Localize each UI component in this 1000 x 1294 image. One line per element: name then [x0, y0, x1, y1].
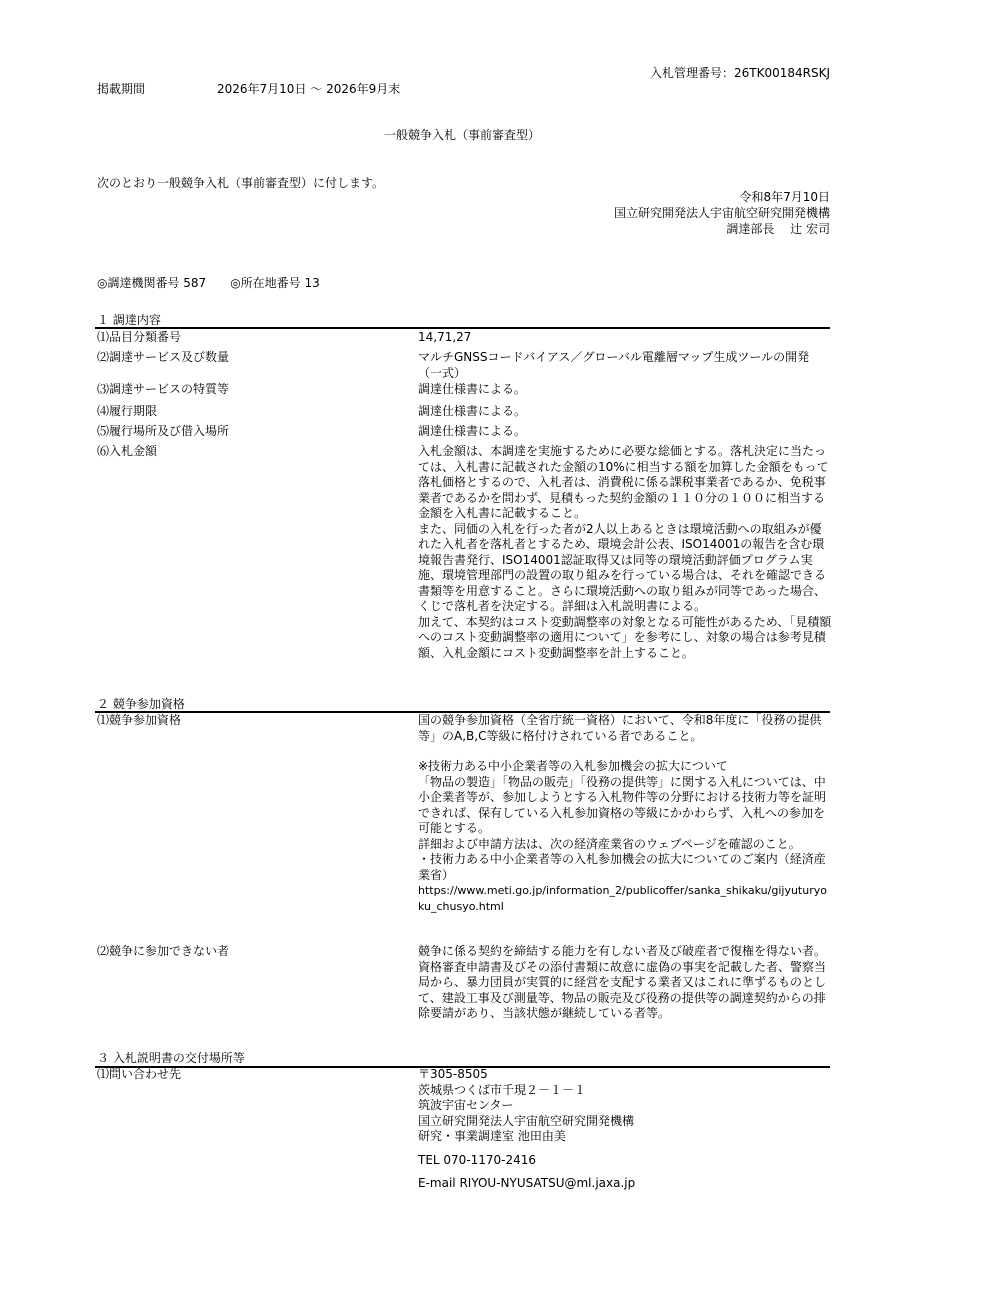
row-value: [418, 944, 833, 1022]
row-label: ⑷履行期限: [97, 404, 158, 418]
value-paragraph: 入札金額は、本調達を実施するために必要な総価とする。落札決定に当たっては、入札書に記載された金額の10%に相当する額を加算した金額をもって落札価格とするので、入札者は、消費税に係る課税事業者であるか、免税事業者であるかを問わず、見積もった契約金額の１１０分の１００に相当する金額を入札書に記載すること。: [418, 444, 829, 520]
spacer: [418, 1168, 833, 1176]
value-paragraph: 国の競争参加資格（全省庁統一資格）において、令和8年度に「役務の提供等」のA,B,C等級に格付けされている者であること。: [418, 713, 822, 743]
row-label: ⑴品目分類番号: [97, 330, 182, 344]
value-paragraph: ※技術力ある中小企業者等の入札参加機会の拡大について: [418, 759, 728, 773]
agency-codes: ◎調達機関番号 587 ◎所在地番号 13: [97, 276, 320, 290]
row-value: [418, 713, 833, 915]
bid-number: 入札管理番号：26TK00184RSKJ: [649, 66, 830, 80]
signer: 調達部長 辻 宏司: [726, 222, 830, 236]
section1-heading: １ 調達内容: [97, 313, 161, 327]
section1-rule: [95, 327, 830, 329]
value-paragraph: ・技術力ある中小企業者等の入札参加機会の拡大についてのご案内（経済産業省）: [418, 852, 826, 882]
row-label: ⑹入札金額: [97, 444, 158, 458]
postal-code: 〒305-8505: [418, 1067, 488, 1081]
row-value: [418, 382, 833, 398]
contact-person: 研究・事業調達室 池田由美: [418, 1129, 566, 1143]
address: 茨城県つくば市千現２－１－１: [418, 1082, 587, 1097]
value-paragraph: 加えて、本契約はコスト変動調整率の対象となる可能性があるため、「見積額へのコスト変動調整率の適用について」を参考にし、対象の場合は参考見積額、入札金額にコスト変動調整率を計上すること。: [418, 614, 832, 660]
spacer: [418, 1145, 833, 1153]
page-title: 一般競争入札（事前審査型）: [384, 128, 541, 142]
issue-date: 令和8年7月10日: [739, 190, 830, 204]
posting-period: 2026年7月10日 ～ 2026年9月末: [217, 82, 401, 96]
center-name: 筑波宇宙センター: [418, 1098, 514, 1112]
value-paragraph: 「物品の製造」「物品の販売」「役務の提供等」に関する入札については、中小企業者等が、参加しようとする入札物件等の分野における技術力等を証明できれば、保有している入札参加資格の等級にかかわらず、入札への参加を可能とする。: [418, 774, 827, 835]
value-line: 調達仕様書による。: [418, 424, 527, 438]
value-line: マルチGNSSコードバイアス／グローバル電離層マップ生成ツールの開発（一式）: [418, 350, 810, 380]
org-name: 国立研究開発法人宇宙航空研究開発機構: [418, 1113, 635, 1128]
contact-block: [418, 1067, 833, 1192]
spacer: [418, 744, 833, 759]
row-label: ⑵調達サービス及び数量: [97, 350, 230, 364]
row-value: [418, 404, 833, 420]
posting-label: 掲載期間: [97, 82, 146, 96]
value-paragraph: また、同価の入札を行った者が2人以上あるときは環境活動への取組みが優れた入札者を落札者とするため、環境会計公表、ISO14001の報告を含む環境報告書発行、ISO14001認証取得又は同等の環境活動評価プログラム実施、環境管理部門の設置の取り組みを行っている場合は、それを確認できる書類等を用意すること。さらに環境活動への取り組みが同等であった場合、くじで落札者を決定する。詳細は入札説明書による。: [418, 521, 827, 613]
value-line: 調達仕様書による。: [418, 404, 527, 418]
row-value: [418, 444, 833, 661]
row-value: [418, 330, 833, 346]
row-label: ⑵競争に参加できない者: [97, 944, 230, 958]
row-value: [418, 350, 833, 381]
row-label: ⑸履行場所及び借入場所: [97, 424, 230, 438]
email[interactable]: E-mail RIYOU-NYUSATSU@ml.jaxa.jp: [418, 1176, 636, 1190]
meti-link[interactable]: https://www.meti.go.jp/information_2/publicoffer/sanka_shikaku/gijyuturyoku_chusyo.html: [418, 884, 827, 913]
row-label: ⑴競争参加資格: [97, 713, 182, 727]
value-line: 調達仕様書による。: [418, 382, 527, 396]
row-label: ⑴問い合わせ先: [97, 1067, 182, 1081]
value-paragraph: 競争に係る契約を締結する能力を有しない者及び破産者で復権を得ない者。資格審査申請書及びその添付書類に故意に虚偽の事実を記載した者、警察当局から、暴力団員が実質的に経営を支配する業者又はこれに準ずるものとして、建設工事及び測量等、物品の販売及び役務の提供等の調達契約からの排除要請があり、当該状態が継続している者等。: [418, 944, 827, 1020]
row-label: ⑶調達サービスの特質等: [97, 382, 230, 396]
intro-text: 次のとおり一般競争入札（事前審査型）に付します。: [97, 176, 385, 190]
phone: TEL 070-1170-2416: [418, 1152, 537, 1167]
section3-heading: ３ 入札説明書の交付場所等: [97, 1051, 245, 1065]
value-line: 14,71,27: [418, 330, 472, 344]
row-value: [418, 424, 833, 440]
org-name: 国立研究開発法人宇宙航空研究開発機構: [613, 206, 830, 220]
section2-heading: ２ 競争参加資格: [97, 697, 185, 711]
value-paragraph: 詳細および申請方法は、次の経済産業省のウェブページを確認のこと。: [418, 836, 801, 851]
